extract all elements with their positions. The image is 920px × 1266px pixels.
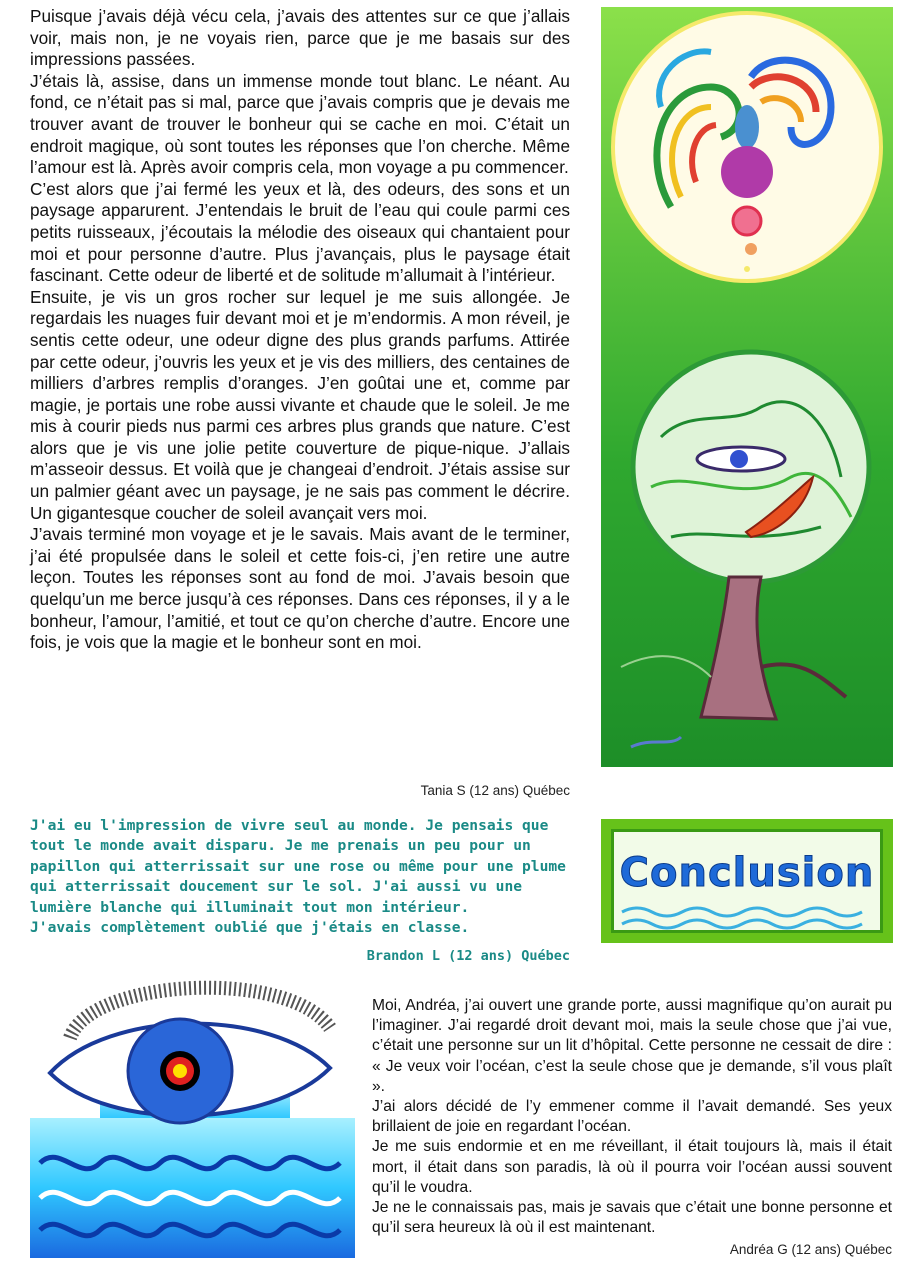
story2-paragraph: J'ai eu l'impression de vivre seul au monde. Je pensais que tout le monde avait disparu. Je me prenais un peu pour un papillon qui atterrissait sur une rose ou même pour une plume qui atterrissait doucement sur le sol. J'ai aussi vu une lumière blanche qui illuminait tout mon intérieur. xyxy=(30,817,566,916)
story3-text xyxy=(372,996,892,1238)
story2-text xyxy=(30,816,570,938)
story1-paragraph: Puisque j’avais déjà vécu cela, j’avais des attentes sur ce que j’allais voir, mais non, je ne voyais rien, parce que je me basais sur des impressions passées. xyxy=(30,6,570,70)
story1-text xyxy=(30,6,570,654)
story1-signature: Tania S (12 ans) Québec xyxy=(420,783,570,798)
story3-paragraph: Je ne le connaissais pas, mais je savais que c’était une bonne personne et qu’il sera heureux là où il est maintenant. xyxy=(372,1199,892,1237)
story1-paragraph: J’avais terminé mon voyage et je le savais. Mais avant de le terminer, j’ai été propulsée dans le soleil et cette fois-ci, j’en retire une autre leçon. Toutes les réponses sont au fond de moi. J’avais besoin que quelqu’un me berce jusqu’à ces réponses. Dans ces réponses, il y a le bonheur, l’amour, l’amitié, et tout ce qu’on cherche d’autre. Encore une fois, je vois que la magie et le bonheur sont en moi. xyxy=(30,524,570,653)
conclusion-title: Conclusion xyxy=(619,850,875,896)
story1-paragraph: J’étais là, assise, dans un immense monde tout blanc. Le néant. Au fond, ce n’était pas si mal, parce que j’avais compris que je devais me trouver avant de trouver le bonheur qui se cache en moi. C’était un endroit magique, où sont toutes les réponses que l’on cherche. Même l’amour est là. Après avoir compris cela, mon voyage a pu commencer. xyxy=(30,70,570,178)
story1-paragraph: C’est alors que j’ai fermé les yeux et là, des odeurs, des sons et un paysage apparurent. J’entendais le bruit de l’eau qui coule parmi ces petits ruisseaux, j’écoutais la mélodie des oiseaux qui chantaient pour moi et pour personne d’autre. Plus j’avançais, plus le paysage était fascinant. Cette odeur de liberté et de solitude m’allumait à l’intérieur. xyxy=(30,178,570,286)
eye-ocean-illustration xyxy=(30,968,355,1258)
story3-paragraph: Moi, Andréa, j’ai ouvert une grande porte, aussi magnifique qu’on aurait pu l’imaginer. J’ai regardé droit devant moi, mais la seule chose que j’ai vue, c’était une personne sur un lit d’hôpital. Cette personne ne cessait de dire : « Je veux voir l’océan, c’est la seule chose que je demande, s’il vous plaît ». xyxy=(372,997,892,1095)
tree-illustration-panel xyxy=(601,7,893,767)
conclusion-banner xyxy=(601,819,893,943)
tree-illustration xyxy=(601,7,893,767)
wave-decoration xyxy=(617,902,883,932)
story3-signature: Andréa G (12 ans) Québec xyxy=(729,1242,892,1257)
story1-paragraph: Ensuite, je vis un gros rocher sur lequel je me suis allongée. Je regardais les nuages fuir devant moi et je m’endormis. A mon réveil, je sentis cette odeur, une odeur digne des plus grands parfums. Attirée par cette odeur, j’ouvris les yeux et je vis des milliers, des centaines de milliers d’arbres remplis d’oranges. J’en goûtai une et, comme par magie, je portais une robe aussi vivante et chaude que le soleil. Je me mis à courir pieds nus parmi ces arbres plus grands que nature. C’est alors que je vis une jolie petite couverture de pique-nique. J’allais m’asseoir dessus. Et voilà que je changeai d’endroit. J’étais assise sur un palmier géant avec un paysage, je ne sais pas comment le décrire. Un gigantesque coucher de soleil avançait vers moi. xyxy=(30,286,570,523)
story3-paragraph: J’ai alors décidé de l’y emmener comme il l’avait demandé. Ses yeux brillaient de joie en regardant l’océan. xyxy=(372,1098,892,1136)
story3-paragraph: Je me suis endormie et en me réveillant, il était toujours là, mais il était mort, il était dans son paradis, là où il pourra voir l’océan aussi souvent qu’il le voudra. xyxy=(372,1138,892,1196)
story2-signature: Brandon L (12 ans) Québec xyxy=(366,948,570,964)
story2-paragraph: J'avais complètement oublié que j'étais en classe. xyxy=(30,919,470,937)
eye-illustration xyxy=(30,968,355,1258)
